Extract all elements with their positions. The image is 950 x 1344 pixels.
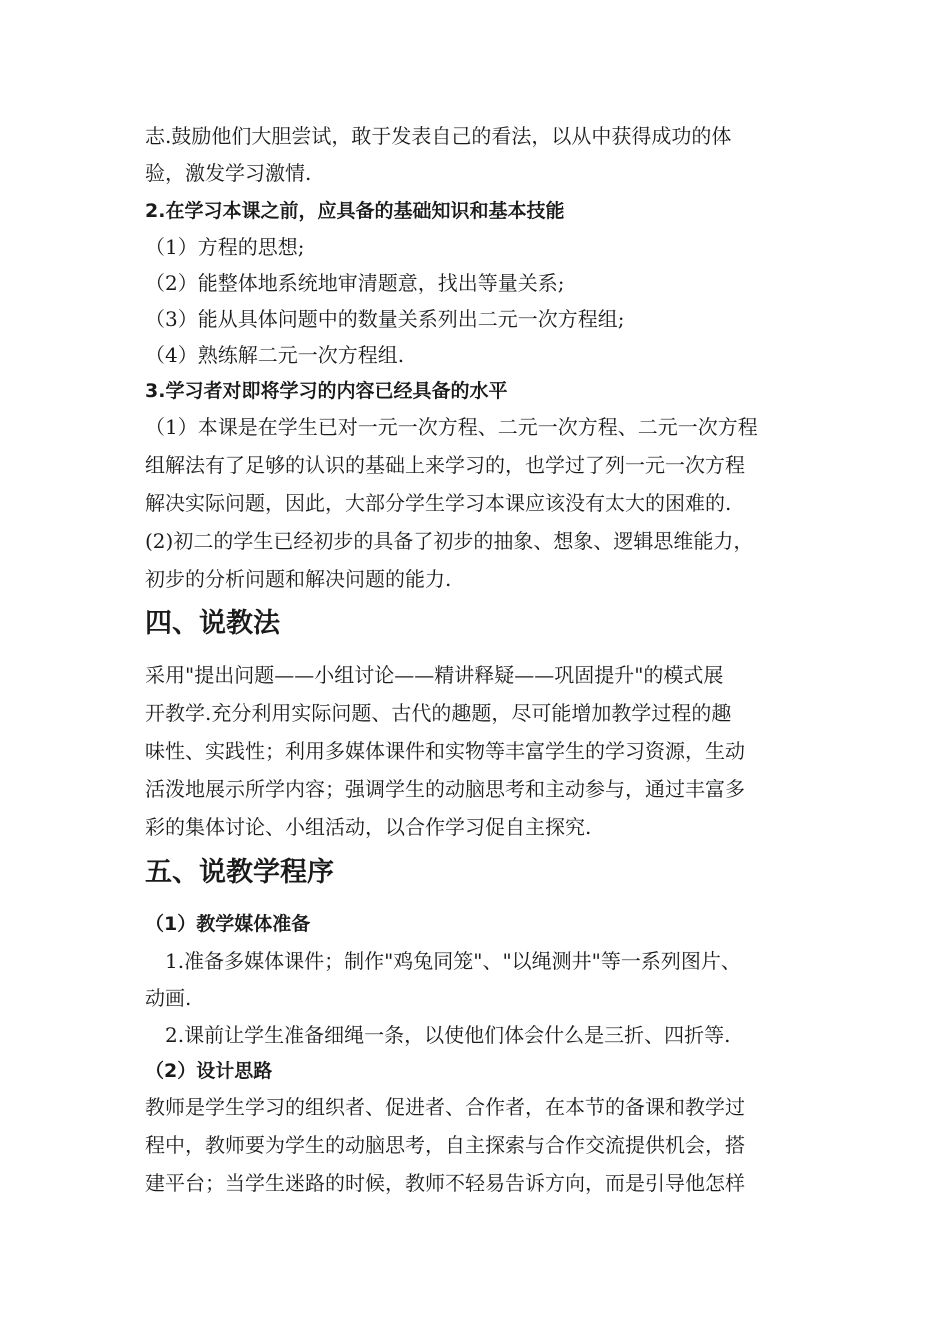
section-heading-2: 2.在学习本课之前，应具备的基础知识和基本技能 (145, 200, 565, 222)
list-item: （2）能整体地系统地审清题意，找出等量关系; (145, 271, 565, 295)
paragraph-line: 动画. (145, 986, 192, 1010)
paragraph-line: 组解法有了足够的认识的基础上来学习的，也学过了列一元一次方程 (145, 453, 745, 477)
paragraph-line: 教师是学生学习的组织者、促进者、合作者，在本节的备课和教学过 (145, 1095, 745, 1119)
heading-teaching-procedure: 五、说教学程序 (145, 857, 334, 888)
list-item: （3）能从具体问题中的数量关系列出二元一次方程组; (145, 307, 625, 331)
list-item: （1）方程的思想; (145, 235, 305, 259)
paragraph-line: 解决实际问题，因此，大部分学生学习本课应该没有太大的困难的. (145, 491, 732, 515)
paragraph-line: 志.鼓励他们大胆尝试，敢于发表自己的看法，以从中获得成功的体 (145, 124, 732, 148)
paragraph-line: 验，激发学习激情. (145, 161, 312, 185)
heading-teaching-method: 四、说教法 (145, 608, 280, 639)
paragraph-line: 初步的分析问题和解决问题的能力. (145, 567, 452, 591)
paragraph-line: 彩的集体讨论、小组活动，以合作学习促自主探究. (145, 815, 592, 839)
paragraph-line: 2.课前让学生准备细绳一条，以使他们体会什么是三折、四折等. (165, 1023, 731, 1047)
subheading-media-prep: （1）教学媒体准备 (145, 913, 311, 935)
paragraph-line: （1）本课是在学生已对一元一次方程、二元一次方程、二元一次方程 (145, 415, 758, 439)
paragraph-line: 采用"提出问题——小组讨论——精讲释疑——巩固提升"的模式展 (145, 663, 724, 687)
subheading-design-idea: （2）设计思路 (145, 1060, 273, 1082)
paragraph-line: 1.准备多媒体课件；制作"鸡兔同笼"、"以绳测井"等一系列图片、 (165, 949, 741, 973)
paragraph-line: 程中，教师要为学生的动脑思考，自主探索与合作交流提供机会，搭 (145, 1133, 745, 1157)
list-item: （4）熟练解二元一次方程组. (145, 343, 405, 367)
paragraph-line: 活泼地展示所学内容；强调学生的动脑思考和主动参与，通过丰富多 (145, 777, 745, 801)
paragraph-line: 味性、实践性；利用多媒体课件和实物等丰富学生的学习资源，生动 (145, 739, 745, 763)
paragraph-line: 建平台；当学生迷路的时候，教师不轻易告诉方向，而是引导他怎样 (145, 1171, 745, 1195)
paragraph-line: (2)初二的学生已经初步的具备了初步的抽象、想象、逻辑思维能力， (145, 529, 754, 553)
section-heading-3: 3.学习者对即将学习的内容已经具备的水平 (145, 380, 508, 402)
paragraph-line: 开教学.充分利用实际问题、古代的趣题，尽可能增加教学过程的趣 (145, 701, 732, 725)
